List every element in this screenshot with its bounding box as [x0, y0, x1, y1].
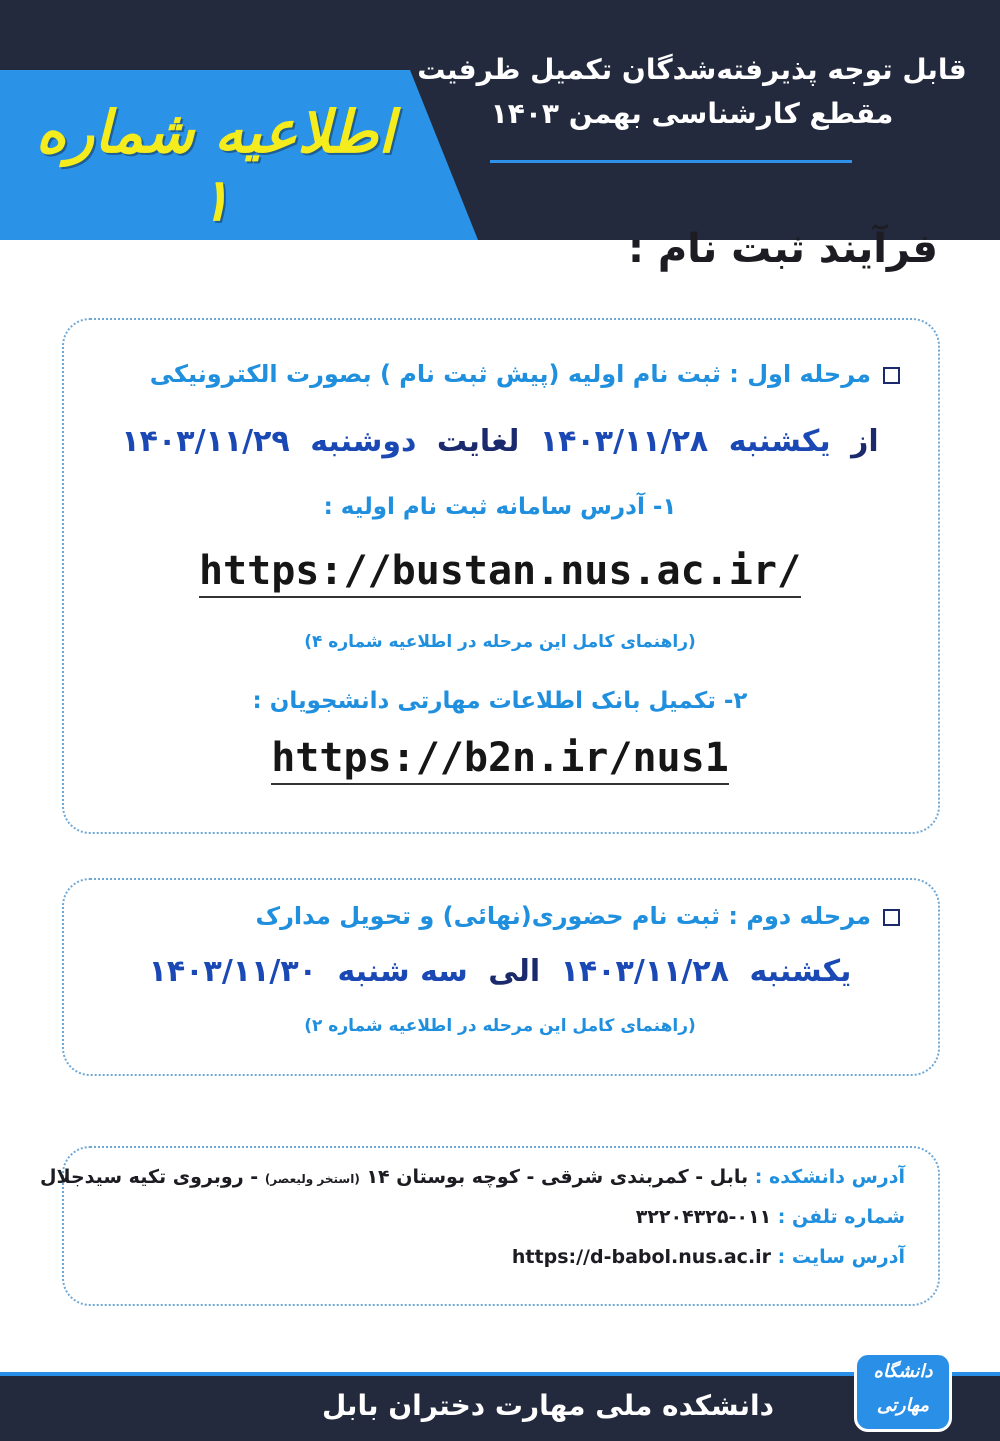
header-title-line1: قابل توجه پذیرفته‌شدگان تکمیل ظرفیت	[417, 53, 967, 86]
logo-line2: مهارتی	[876, 1395, 930, 1416]
address-value-end: - روبروی تکیه سیدجلال	[40, 1166, 259, 1188]
stage1-guide: (راهنمای کامل این مرحله در اطلاعیه شماره ۴)	[304, 632, 696, 652]
stage2-dates	[0, 954, 1000, 989]
stage1-date1: ۱۴۰۳/۱۱/۲۸	[539, 424, 709, 459]
stage1-heading-text: مرحله اول : ثبت نام اولیه (پیش ثبت نام ) بصورت الکترونیکی	[149, 360, 871, 388]
logo-line1: دانشگاه	[873, 1361, 933, 1382]
stage2-heading	[256, 902, 900, 930]
site-label: آدرس سایت :	[777, 1246, 905, 1268]
until-word: الی	[488, 954, 541, 989]
phone-row	[636, 1206, 905, 1228]
address-heading: ۱- آدرس سامانه ثبت نام اولیه :	[323, 494, 677, 520]
stage1-day1: یکشنبه	[728, 424, 831, 459]
stage2-day1: یکشنبه	[749, 954, 852, 989]
skills-bank-link-text[interactable]: https://b2n.ir/nus1	[271, 735, 729, 785]
stage2-heading-text: مرحله دوم : ثبت نام حضوری(نهائی) و تحویل مدارک	[255, 902, 871, 930]
header-title-line2: مقطع کارشناسی بهمن ۱۴۰۳	[490, 97, 894, 130]
site-link[interactable]: https://d-babol.nus.ac.ir	[511, 1246, 772, 1268]
address-note: (استخر ولیعصر)	[264, 1172, 360, 1186]
stage2-day2: سه شنبه	[337, 954, 468, 989]
phone-label: شماره تلفن :	[777, 1206, 905, 1228]
announcement-badge: اطلاعیه شماره ۱	[35, 98, 395, 234]
stage1-date2: ۱۴۰۳/۱۱/۲۹	[121, 424, 290, 459]
checkbox-icon	[883, 909, 900, 926]
registration-link[interactable]	[0, 548, 1000, 594]
stage1-dates	[0, 424, 1000, 459]
stage2-guide: (راهنمای کامل این مرحله در اطلاعیه شماره ۲)	[304, 1016, 696, 1036]
phone-value: ۰۱۱-۳۲۲۰۴۳۲۵	[635, 1206, 772, 1228]
address-row	[40, 1166, 905, 1188]
address-label: آدرس دانشکده :	[754, 1166, 905, 1188]
section-title: فرآیند ثبت نام :	[627, 226, 938, 272]
stage2-date2: ۱۴۰۳/۱۱/۳۰	[148, 954, 317, 989]
stage1-heading	[150, 360, 900, 388]
from-word: از	[851, 424, 879, 459]
college-name: دانشکده ملی مهارت دختران بابل	[321, 1389, 774, 1422]
header-underline	[490, 160, 852, 163]
skills-bank-link[interactable]	[0, 735, 1000, 781]
header-title	[402, 48, 982, 136]
checkbox-icon	[883, 367, 900, 384]
until-word: لغایت	[436, 424, 520, 459]
site-row	[512, 1246, 905, 1268]
college-logo	[854, 1352, 952, 1432]
skills-bank-heading: ۲- تکمیل بانک اطلاعات مهارتی دانشجویان :	[252, 688, 748, 714]
stage2-date1: ۱۴۰۳/۱۱/۲۸	[560, 954, 729, 989]
registration-link-text[interactable]: https://bustan.nus.ac.ir/	[199, 548, 801, 598]
stage1-day2: دوشنبه	[310, 424, 417, 459]
address-value: بابل - کمربندی شرقی - کوچه بوستان ۱۴	[366, 1166, 749, 1188]
